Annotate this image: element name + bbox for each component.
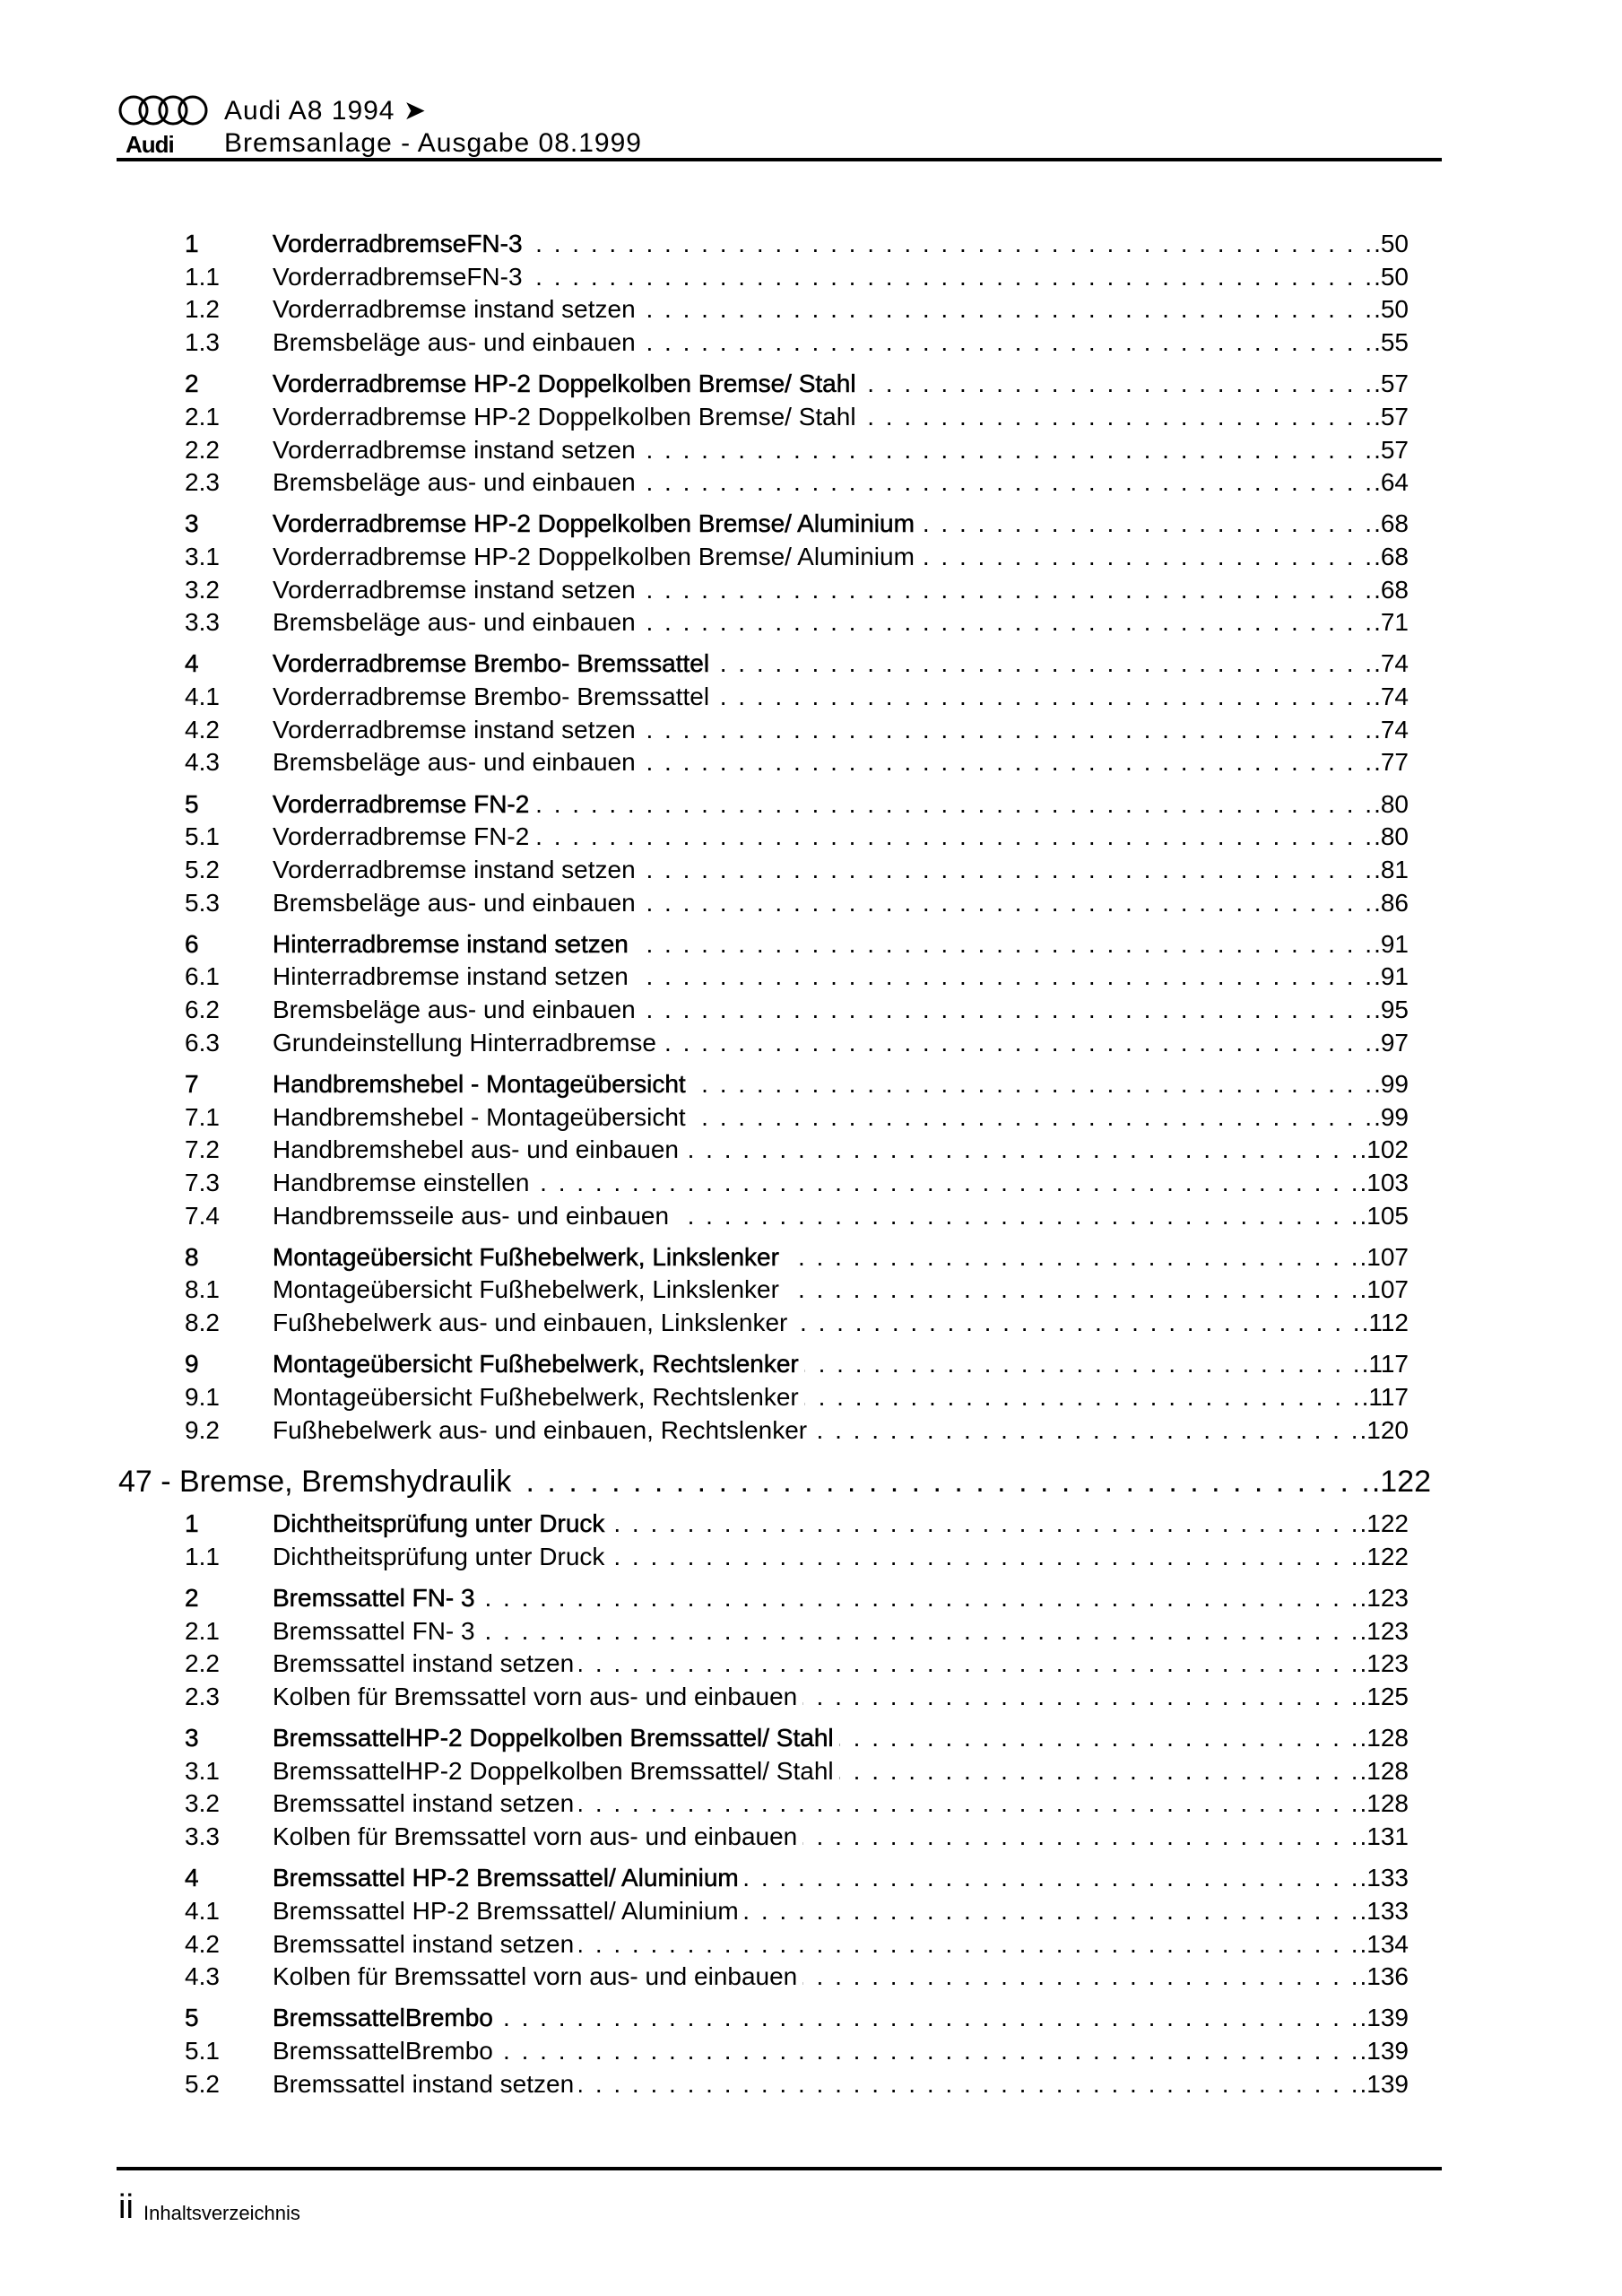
entry-number: 1.1 [185, 262, 220, 291]
toc-entry[interactable] [0, 1309, 1409, 1342]
toc-entry[interactable] [0, 996, 1409, 1029]
entry-page: .139 [1359, 2037, 1409, 2066]
toc-entry[interactable] [0, 263, 1409, 296]
entry-page: .128 [1359, 1724, 1409, 1752]
entry-number: 3.2 [185, 1789, 220, 1818]
entry-number: 1.1 [185, 1542, 220, 1570]
dot-leader [641, 295, 1372, 324]
dot-leader [528, 263, 1373, 291]
entry-number: 5.3 [185, 888, 220, 917]
toc-group [0, 1243, 1622, 1342]
entry-title: Vorderradbremse instand setzen [273, 295, 636, 324]
entry-page: .86 [1374, 888, 1409, 917]
chapter-page: .122 [1371, 1465, 1431, 1500]
dot-leader [641, 436, 1372, 465]
entry-title: BremssattelBrembo [273, 2004, 493, 2032]
toc-entry[interactable] [0, 2037, 1409, 2070]
entry-number: 3.2 [185, 575, 220, 604]
toc-entry[interactable] [0, 1350, 1409, 1383]
toc-entry[interactable] [0, 1169, 1409, 1202]
entry-number: 1.3 [185, 328, 220, 357]
entry-number: 5 [185, 789, 199, 818]
entry-page: .50 [1374, 230, 1409, 257]
dot-leader [674, 1202, 1357, 1231]
dot-leader [641, 328, 1372, 357]
entry-number: 3 [185, 509, 199, 538]
entry-number: 1.2 [185, 295, 220, 324]
footer-rule [117, 2167, 1442, 2170]
entry-number: 4.2 [185, 1929, 220, 1958]
toc-entry[interactable] [0, 543, 1409, 576]
dot-leader [802, 1822, 1357, 1851]
toc-entry[interactable] [0, 822, 1409, 856]
dot-leader [641, 608, 1372, 637]
dot-leader [744, 1897, 1358, 1926]
toc-entry[interactable] [0, 295, 1409, 328]
toc-entry[interactable] [0, 1584, 1409, 1617]
entry-page: .122 [1359, 1509, 1409, 1538]
toc-group [0, 1584, 1622, 1716]
entry-title: Handbremsseile aus- und einbauen [273, 1201, 670, 1230]
toc-entry[interactable] [0, 436, 1409, 469]
entry-number: 2 [185, 1583, 199, 1612]
entry-page: .57 [1374, 402, 1409, 430]
entry-number: 3.3 [185, 608, 220, 637]
toc-entry[interactable] [0, 649, 1409, 683]
entry-page: .105 [1359, 1201, 1409, 1230]
entry-page: .68 [1374, 542, 1409, 570]
dot-leader [579, 1930, 1357, 1959]
toc-entry[interactable] [0, 1789, 1409, 1822]
entry-title: Bremsbeläge aus- und einbauen [273, 328, 636, 357]
entry-number: 7.3 [185, 1168, 220, 1196]
entry-page: .99 [1374, 1102, 1409, 1131]
entry-title: Fußhebelwerk aus- und einbauen, Rechtslenker [273, 1415, 808, 1444]
toc-group [0, 1350, 1622, 1448]
entry-number: 5.2 [185, 2069, 220, 2098]
entry-title: Bremsbeläge aus- und einbauen [273, 608, 636, 637]
toc-entry[interactable] [0, 748, 1409, 781]
entry-number: 4 [185, 649, 199, 678]
dot-leader [634, 962, 1372, 991]
toc-group [0, 509, 1622, 641]
dot-leader [715, 683, 1372, 711]
dot-leader [641, 716, 1372, 744]
entry-title: Vorderradbremse HP-2 Doppelkolben Bremse/ Aluminium [273, 509, 915, 538]
entry-number: 8.1 [185, 1275, 220, 1304]
dot-leader [534, 822, 1372, 851]
entry-title: Vorderradbremse instand setzen [273, 575, 636, 604]
entry-title: Vorderradbremse FN-2 [273, 822, 530, 851]
entry-page: .91 [1374, 962, 1409, 991]
toc-entry[interactable] [0, 1383, 1409, 1416]
dot-leader [691, 1070, 1372, 1099]
entry-number: 6.3 [185, 1028, 220, 1057]
entry-page: .91 [1374, 929, 1409, 958]
header-subtitle: Bremsanlage - Ausgabe 08.1999 [224, 128, 642, 158]
header-rule [117, 158, 1442, 161]
toc-entry[interactable] [0, 1243, 1409, 1276]
entry-number: 3.3 [185, 1822, 220, 1851]
toc-chapter-heading[interactable] [0, 1465, 1431, 1508]
dot-leader [499, 2037, 1358, 2066]
entry-title: Vorderradbremse Brembo- Bremssattel [273, 649, 710, 678]
toc-entry[interactable] [0, 576, 1409, 609]
dot-leader [579, 1649, 1357, 1678]
entry-number: 4.2 [185, 715, 220, 744]
dot-leader [920, 543, 1372, 571]
toc-group [0, 649, 1622, 781]
toc-entry[interactable] [0, 1617, 1409, 1650]
entry-number: 4.3 [185, 1962, 220, 1991]
header-title: Audi A8 1994 ➤ [224, 96, 427, 126]
entry-page: .68 [1374, 575, 1409, 604]
entry-number: 4.3 [185, 748, 220, 777]
entry-title: Vorderradbremse Brembo- Bremssattel [273, 683, 710, 711]
entry-page: .117 [1361, 1382, 1409, 1411]
dot-leader [641, 856, 1372, 884]
entry-title: Hinterradbremse instand setzen [273, 962, 629, 991]
entry-title: Montageübersicht Fußhebelwerk, Rechtslenker [273, 1382, 799, 1411]
entry-page: .131 [1359, 1822, 1409, 1851]
entry-page: .122 [1359, 1542, 1409, 1570]
entry-page: .112 [1361, 1309, 1409, 1337]
toc-entry[interactable] [0, 2004, 1409, 2037]
entry-page: .74 [1374, 715, 1409, 744]
toc-entry[interactable] [0, 1275, 1409, 1309]
entry-number: 5.1 [185, 2037, 220, 2066]
entry-title: Vorderradbremse instand setzen [273, 435, 636, 464]
entry-number: 4 [185, 1864, 199, 1892]
dot-leader [785, 1275, 1358, 1304]
dot-leader [785, 1243, 1358, 1272]
entry-title: Kolben für Bremssattel vorn aus- und einbauen [273, 1962, 798, 1991]
audi-rings-logo-icon [117, 93, 211, 127]
entry-number: 7.2 [185, 1135, 220, 1164]
dot-leader [499, 2004, 1358, 2032]
entry-title: Vorderradbremse FN-2 [273, 789, 530, 818]
toc-group [0, 790, 1622, 922]
entry-title: Bremssattel FN- 3 [273, 1616, 475, 1645]
entry-page: .139 [1359, 2069, 1409, 2098]
entry-title: Vorderradbremse HP-2 Doppelkolben Bremse/ Stahl [273, 402, 856, 430]
toc-group [0, 370, 1622, 501]
toc-entry[interactable] [0, 1864, 1409, 1897]
entry-number: 7 [185, 1069, 199, 1098]
entry-number: 8.2 [185, 1309, 220, 1337]
entry-number: 7.4 [185, 1201, 220, 1230]
entry-page: .107 [1359, 1275, 1409, 1304]
dot-leader [481, 1584, 1358, 1613]
entry-page: .133 [1359, 1896, 1409, 1925]
entry-page: .102 [1359, 1135, 1409, 1164]
entry-page: .77 [1374, 748, 1409, 777]
entry-title: Bremssattel instand setzen [273, 1929, 575, 1958]
entry-page: .57 [1374, 435, 1409, 464]
toc-entry[interactable] [0, 1724, 1409, 1757]
entry-number: 3.1 [185, 1756, 220, 1785]
entry-number: 2.1 [185, 1616, 220, 1645]
toc-entry[interactable] [0, 1029, 1409, 1062]
dot-leader [839, 1757, 1358, 1786]
dot-leader [862, 403, 1373, 431]
dot-leader [662, 1029, 1372, 1057]
dot-leader [862, 370, 1373, 398]
entry-page: .123 [1359, 1583, 1409, 1612]
entry-title: Kolben für Bremssattel vorn aus- und einbauen [273, 1683, 798, 1711]
entry-title: Vorderradbremse HP-2 Doppelkolben Bremse/ Stahl [273, 370, 856, 398]
entry-page: .50 [1374, 295, 1409, 324]
entry-title: Vorderradbremse instand setzen [273, 855, 636, 883]
toc-group [0, 1724, 1622, 1856]
entry-title: Handbremshebel - Montageübersicht [273, 1069, 686, 1098]
entry-title: BremssattelBrembo [273, 2037, 493, 2066]
entry-page: .95 [1374, 996, 1409, 1024]
toc-group [0, 1509, 1622, 1575]
entry-number: 2.1 [185, 402, 220, 430]
dot-leader [793, 1309, 1359, 1337]
toc-entry[interactable] [0, 1543, 1409, 1576]
entry-page: .107 [1359, 1242, 1409, 1271]
entry-title: BremssattelHP-2 Doppelkolben Bremssattel/ Stahl [273, 1724, 834, 1752]
footer-label: Inhaltsverzeichnis [143, 2202, 300, 2224]
entry-title: Fußhebelwerk aus- und einbauen, Linkslenker [273, 1309, 788, 1337]
entry-page: .136 [1359, 1962, 1409, 1991]
entry-page: .97 [1374, 1028, 1409, 1057]
entry-page: .57 [1374, 370, 1409, 398]
toc-group [0, 230, 1622, 361]
toc-entry[interactable] [0, 1962, 1409, 1996]
toc-entry[interactable] [0, 403, 1409, 436]
toc-entry[interactable] [0, 1070, 1409, 1103]
toc-entry[interactable] [0, 230, 1409, 263]
dot-leader [534, 790, 1372, 819]
toc-group [0, 1070, 1622, 1234]
dot-leader [579, 1789, 1357, 1818]
toc-entry[interactable] [0, 509, 1409, 543]
dot-leader [839, 1724, 1358, 1752]
entry-page: .117 [1361, 1350, 1409, 1378]
entry-title: Bremsbeläge aus- und einbauen [273, 996, 636, 1024]
entry-page: .81 [1374, 855, 1409, 883]
entry-title: Handbremse einstellen [273, 1168, 530, 1196]
dot-leader [920, 509, 1372, 538]
entry-title: Handbremshebel aus- und einbauen [273, 1135, 679, 1164]
entry-page: .80 [1374, 822, 1409, 851]
entry-number: 9 [185, 1350, 199, 1378]
entry-title: Bremsbeläge aus- und einbauen [273, 748, 636, 777]
entry-title: Vorderradbremse HP-2 Doppelkolben Bremse/ Aluminium [273, 542, 915, 570]
dot-leader [804, 1383, 1360, 1412]
entry-number: 2.2 [185, 1649, 220, 1678]
dot-leader [534, 1169, 1357, 1197]
entry-title: Vorderradbremse instand setzen [273, 715, 636, 744]
entry-title: Bremsbeläge aus- und einbauen [273, 468, 636, 497]
toc-entry[interactable] [0, 683, 1409, 716]
toc-entry[interactable] [0, 1757, 1409, 1790]
dot-leader [610, 1543, 1357, 1571]
toc-entry[interactable] [0, 1416, 1409, 1449]
entry-page: .123 [1359, 1649, 1409, 1678]
dot-leader [481, 1617, 1358, 1646]
entry-title: Bremssattel instand setzen [273, 2069, 575, 2098]
dot-leader [641, 468, 1372, 497]
dot-leader [634, 930, 1372, 959]
entry-number: 2 [185, 370, 199, 398]
entry-title: Handbremshebel - Montageübersicht [273, 1102, 686, 1131]
table-of-contents [0, 230, 1622, 2111]
footer-page-number: ii [118, 2188, 134, 2226]
dot-leader [684, 1135, 1358, 1164]
entry-number: 5.1 [185, 822, 220, 851]
chapter-title: 47 - Bremse, Bremshydraulik [118, 1465, 512, 1500]
dot-leader [802, 1962, 1357, 1991]
entry-page: .103 [1359, 1168, 1409, 1196]
dot-leader [579, 2070, 1357, 2099]
entry-number: 9.1 [185, 1382, 220, 1411]
entry-number: 6.2 [185, 996, 220, 1024]
entry-page: .74 [1374, 683, 1409, 711]
entry-page: .64 [1374, 468, 1409, 497]
entry-page: .128 [1359, 1789, 1409, 1818]
entry-number: 7.1 [185, 1102, 220, 1131]
entry-title: Bremsbeläge aus- und einbauen [273, 888, 636, 917]
toc-entry[interactable] [0, 1509, 1409, 1543]
entry-page: .125 [1359, 1683, 1409, 1711]
entry-title: Bremssattel HP-2 Bremssattel/ Aluminium [273, 1864, 739, 1892]
dot-leader [715, 649, 1372, 678]
entry-page: .120 [1359, 1415, 1409, 1444]
toc-entry[interactable] [0, 370, 1409, 403]
entry-page: .99 [1374, 1069, 1409, 1098]
toc-entry[interactable] [0, 790, 1409, 823]
toc-entry[interactable] [0, 930, 1409, 963]
entry-number: 2.2 [185, 435, 220, 464]
entry-page: .128 [1359, 1756, 1409, 1785]
toc-entry[interactable] [0, 608, 1409, 641]
entry-title: Montageübersicht Fußhebelwerk, Rechtslenker [273, 1350, 799, 1378]
entry-number: 1 [185, 230, 199, 257]
toc-entry[interactable] [0, 1897, 1409, 1930]
entry-title: BremssattelHP-2 Doppelkolben Bremssattel/ Stahl [273, 1756, 834, 1785]
dot-leader [610, 1509, 1357, 1538]
toc-entry[interactable] [0, 2070, 1409, 2103]
entry-number: 4.1 [185, 683, 220, 711]
entry-number: 3.1 [185, 542, 220, 570]
dot-leader [691, 1103, 1372, 1132]
entry-title: Dichtheitsprüfung unter Druck [273, 1509, 605, 1538]
entry-number: 6 [185, 929, 199, 958]
toc-entry[interactable] [0, 962, 1409, 996]
toc-part-1 [0, 230, 1622, 1448]
entry-title: Dichtheitsprüfung unter Druck [273, 1542, 605, 1570]
entry-title: Bremssattel instand setzen [273, 1649, 575, 1678]
entry-page: .133 [1359, 1864, 1409, 1892]
entry-title: Hinterradbremse instand setzen [273, 929, 629, 958]
entry-number: 4.1 [185, 1896, 220, 1925]
entry-number: 3 [185, 1724, 199, 1752]
entry-title: VorderradbremseFN-3 [273, 230, 523, 257]
toc-part-2 [0, 1509, 1622, 2102]
entry-number: 5.2 [185, 855, 220, 883]
dot-leader [804, 1350, 1360, 1378]
entry-number: 2.3 [185, 1683, 220, 1711]
entry-number: 1 [185, 1509, 199, 1538]
entry-page: .68 [1374, 509, 1409, 538]
entry-title: Grundeinstellung Hinterradbremse [273, 1028, 656, 1057]
entry-number: 2.3 [185, 468, 220, 497]
toc-group [0, 2004, 1622, 2102]
entry-page: .134 [1359, 1929, 1409, 1958]
dot-leader [641, 576, 1372, 604]
toc-entry[interactable] [0, 1103, 1409, 1136]
toc-entry[interactable] [0, 1649, 1409, 1683]
toc-entry[interactable] [0, 1930, 1409, 1963]
dot-leader [802, 1683, 1357, 1711]
dot-leader [641, 996, 1372, 1024]
entry-page: .74 [1374, 649, 1409, 678]
entry-number: 5 [185, 2004, 199, 2032]
entry-page: .139 [1359, 2004, 1409, 2032]
toc-entry[interactable] [0, 1202, 1409, 1235]
entry-page: .123 [1359, 1616, 1409, 1645]
entry-number: 6.1 [185, 962, 220, 991]
entry-title: Kolben für Bremssattel vorn aus- und einbauen [273, 1822, 798, 1851]
entry-page: .55 [1374, 328, 1409, 357]
dot-leader [528, 230, 1373, 258]
entry-title: Bremssattel HP-2 Bremssattel/ Aluminium [273, 1896, 739, 1925]
entry-title: VorderradbremseFN-3 [273, 262, 523, 291]
entry-number: 9.2 [185, 1415, 220, 1444]
entry-page: .50 [1374, 262, 1409, 291]
entry-title: Bremssattel FN- 3 [273, 1583, 475, 1612]
entry-title: Montageübersicht Fußhebelwerk, Linkslenker [273, 1242, 779, 1271]
entry-page: .80 [1374, 789, 1409, 818]
entry-title: Bremssattel instand setzen [273, 1789, 575, 1818]
toc-group [0, 930, 1622, 1062]
toc-entry[interactable] [0, 1683, 1409, 1716]
toc-entry[interactable] [0, 716, 1409, 749]
toc-entry[interactable] [0, 856, 1409, 889]
entry-number: 8 [185, 1242, 199, 1271]
toc-group [0, 1864, 1622, 1996]
entry-title: Montageübersicht Fußhebelwerk, Linkslenker [273, 1275, 779, 1304]
dot-leader [516, 1465, 1369, 1500]
audi-wordmark: Audi [126, 131, 174, 158]
toc-entry[interactable] [0, 468, 1409, 501]
dot-leader [744, 1864, 1358, 1892]
toc-entry[interactable] [0, 328, 1409, 361]
dot-leader [641, 748, 1372, 777]
entry-page: .71 [1374, 608, 1409, 637]
toc-entry[interactable] [0, 1135, 1409, 1169]
toc-entry[interactable] [0, 1822, 1409, 1856]
toc-entry[interactable] [0, 889, 1409, 922]
dot-leader [641, 889, 1372, 918]
dot-leader [812, 1416, 1357, 1445]
